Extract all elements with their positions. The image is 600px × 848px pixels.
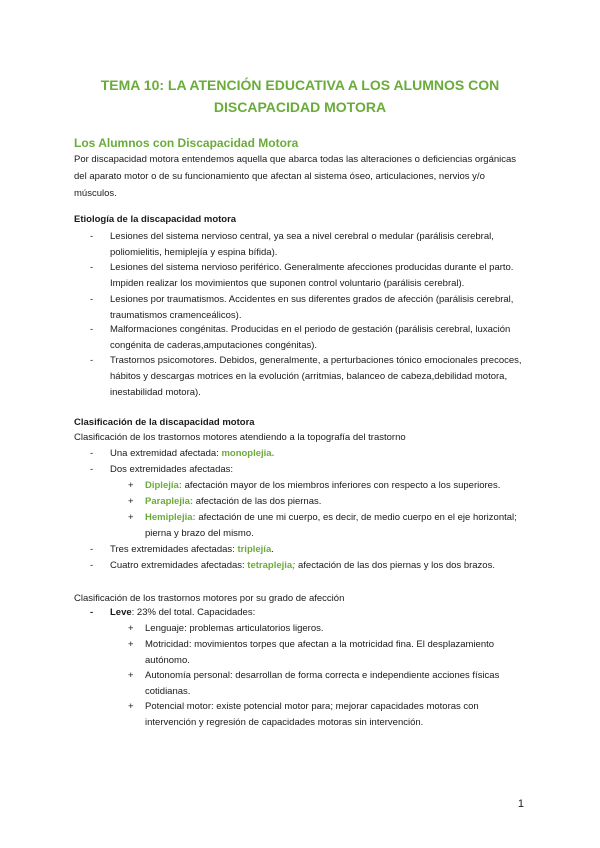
plus-marker: +	[128, 670, 134, 681]
hemiplejia-text: afectación de une mi cuerpo, es decir, de medio cuerpo en el eje horizontal; pierna y brazo del mismo.	[145, 512, 517, 539]
dash-marker: -	[90, 560, 94, 571]
plus-marker: +	[128, 623, 134, 634]
section-heading: Los Alumnos con Discapacidad Motora	[74, 136, 299, 150]
list-item-text: Trastornos psicomotores. Debidos, generalmente, a perturbaciones tónico emocionales precoces, hábitos y descargas motrices en la evolución (arritmias, balanceo de cabeza,debilidad motora, inestabilidad motora).	[110, 355, 522, 398]
three-limbs-text: Tres extremidades afectadas:	[110, 544, 238, 555]
plus-marker: +	[128, 512, 134, 523]
dash-marker: -	[90, 464, 94, 475]
dash-marker: -	[90, 544, 94, 555]
tetraplejia-term: tetraplejia	[247, 560, 293, 571]
sub-list-item-text: Motricidad: movimientos torpes que afectan a la motricidad fina. El desplazamiento autónomo.	[145, 639, 495, 666]
triplejia-term: triplejía	[237, 544, 272, 555]
list-item-text: Lesiones por traumatismos. Accidentes en sus diferentes grados de afección (parálisis cerebral, traumatismos cramenceálicos).	[110, 294, 514, 321]
dash-marker: -	[90, 355, 94, 366]
list-item-text: Malformaciones congénitas. Producidas en el periodo de gestación (parálisis cerebral, luxación congénita de caderas,amputaciones congénitas).	[110, 324, 511, 351]
leve-term: Leve	[110, 607, 132, 618]
etiology-heading: Etiología de la discapacidad motora	[74, 214, 237, 225]
tetraplejia-term-end: ;	[292, 560, 296, 571]
dash-marker: -	[90, 448, 94, 459]
document-title	[60, 74, 540, 118]
plus-marker: +	[128, 496, 134, 507]
plus-marker: +	[128, 480, 134, 491]
page-number: 1	[517, 798, 524, 810]
sub-list-item-text: Autonomía personal: desarrollan de forma correcta e independiente acciones físicas cotidianas.	[145, 670, 500, 697]
degree-intro: Clasificación de los trastornos motores por su grado de afección	[74, 593, 345, 604]
intro-paragraph: Por discapacidad motora entendemos aquella que abarca todas las alteraciones o deficiencias orgánicas del aparato motor o de su funcionamiento que afectan al sistema óseo, articulaciones, nervios y/o músculos.	[74, 154, 517, 199]
list-item-text: Lesiones del sistema nervioso periférico. Generalmente afecciones producidas durante el parto. Impiden realizar los movimientos que suponen control voluntario (parálisis cerebral).	[110, 262, 514, 289]
dash-marker: -	[90, 262, 94, 273]
triplejia-end: .	[271, 544, 274, 555]
hemiplejia-term: Hemiplejia:	[145, 512, 196, 523]
dash-marker: -	[90, 231, 94, 242]
dash-marker: -	[90, 294, 94, 305]
plus-marker: +	[128, 639, 134, 650]
plus-marker: +	[128, 701, 134, 712]
leve-text: : 23% del total. Capacidades:	[131, 607, 256, 618]
sub-list-item-text: Potencial motor: existe potencial motor para; mejorar capacidades motoras con intervención y regresión de capacidades motoras sin intervención.	[145, 701, 479, 728]
one-limb-text: Una extremidad afectada:	[110, 448, 222, 459]
paraplejia-term: Paraplejia:	[145, 496, 194, 507]
paraplejia-text: afectación de las dos piernas.	[193, 496, 322, 507]
title-line-2: DISCAPACIDAD MOTORA	[213, 99, 387, 115]
topography-intro: Clasificación de los trastornos motores atendiendo a la topografía del trastorno	[74, 432, 406, 443]
list-item-text: Lesiones del sistema nervioso central, ya sea a nivel cerebral o medular (parálisis cerebral, poliomielitis, hemiplejía y espina bífida).	[110, 231, 494, 258]
four-limbs-text: Cuatro extremidades afectadas:	[110, 560, 248, 571]
four-limbs-rest: afectación de las dos piernas y los dos brazos.	[295, 560, 495, 571]
classification-heading: Clasificación de la discapacidad motora	[74, 417, 255, 428]
title-line-1: TEMA 10: LA ATENCIÓN EDUCATIVA A LOS ALUMNOS CON	[100, 77, 500, 93]
dash-marker: -	[90, 607, 94, 618]
monoplejia-term: monoplejia.	[221, 448, 275, 459]
sub-list-item-text: Lenguaje: problemas articulatorios ligeros.	[145, 623, 324, 634]
two-limbs-text: Dos extremidades afectadas:	[110, 464, 234, 475]
diplejia-term: Diplejía:	[145, 480, 182, 491]
dash-marker: -	[90, 324, 94, 335]
diplejia-text: afectación mayor de los miembros inferiores con respecto a los superiores.	[181, 480, 501, 491]
